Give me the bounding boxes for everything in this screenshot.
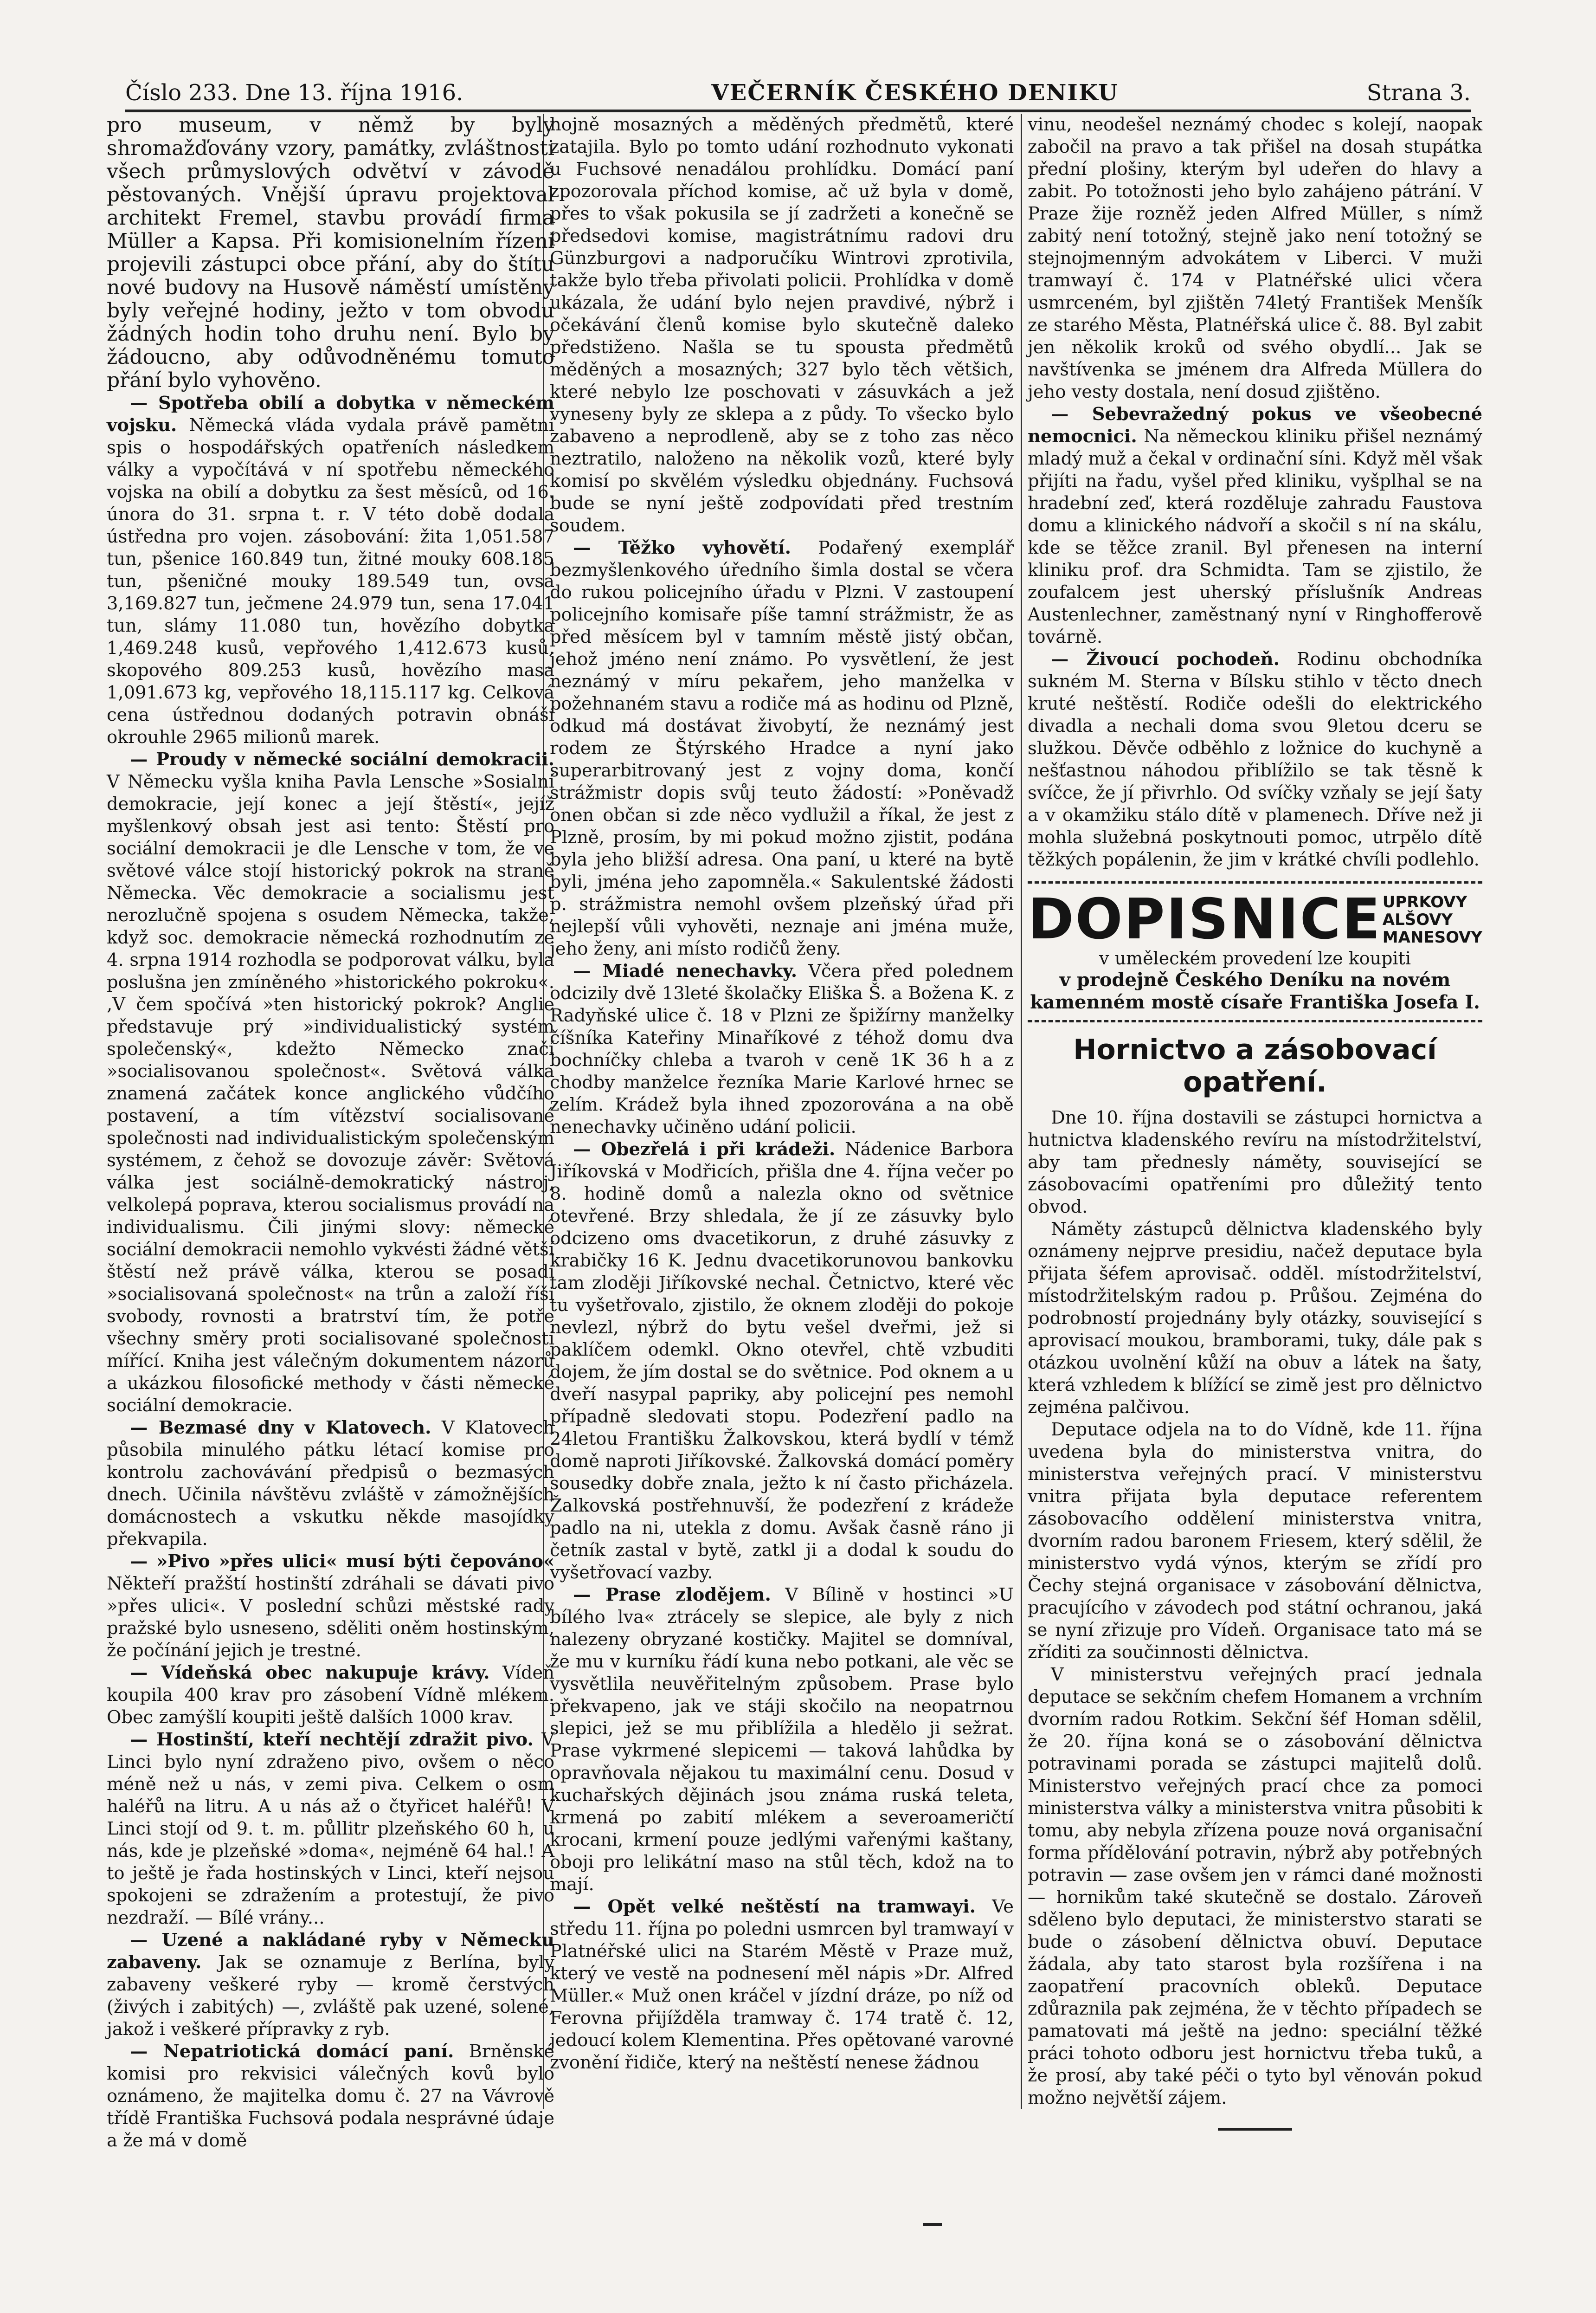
postcard-advertisement — [1028, 881, 1482, 1022]
news-headline: — Hostinští, kteří nechtějí zdražit pivo. — [130, 1729, 534, 1750]
news-text: V Linci bylo nyní zdraženo pivo, ovšem o něco méně než u nás, v zemi piva. Celkem o osm haléřů na litru. A u nás až o čtyřicet haléřů! V Linci stojí od 9. t. m. půllitr plzeňského 60 h, u nás, kde je plzeňské »doma«, nejméně 64 hal.! A to ještě je řada hostinských v Linci, kteří nejsou spokojeni se zdražením a protestují, že pivo nezdraží. — Bílé vrány... — [107, 1729, 554, 1928]
column-2 — [550, 114, 1014, 2119]
ad-artists — [1383, 893, 1482, 946]
news-item — [550, 1584, 1014, 1896]
news-text: Na německou kliniku přišel neznámý mladý muž a čekal v ordinační síni. Když měl však přijíti na řadu, vyšel před kliniku, vyšplhal se na hradební zeď, která rozděluje zahradu Faustova domu a klinického nádvoří a skočil s ní na skálu, kde se těžce zranil. Byl přenesen na interní kliniku prof. dra Schmidta. Tam se zjistilo, že zoufalcem jest uherský příslušník Andreas Austenlechner, zaměstnaný nyní v Ringhofferově továrně. — [1028, 426, 1482, 647]
news-text: Brněnské komisi pro rekvisici válečných kovů bylo oznámeno, že majitelka domu č. 27 na Vávrově třídě Františka Fuchsová podala nesprávné údaje a že má v domě — [107, 2041, 554, 2151]
article-paragraph: V ministerstvu veřejných prací jednala deputace se sekčním chefem Homanem a vrchním dvorním radou Rotkim. Sekční šéf Homan sdělil, že 20. října koná se o zásobování dělnictva potravinami porada se zástupci majitelů dolů. Ministerstvo veřejných prací chce za pomoci ministerstva války a ministerstva vnitra působiti k tomu, aby nebyla zřízena pouze nová organisační forma přídělování potravin, nýbrž aby potřebných potravin — zase ovšem jen v rámci dané možnosti — hornikům také skutečně se dostalo. Zároveň sděleno bylo deputaci, že ministerstvo starati se bude o zásobení dělnictva obuví. Deputace žádala, aby tato starost byla rozšířena i na zaopatření pracovních obleků. Deputace zdůraznila pak zejména, že v těchto případech se pamatovati má ještě na jedno: speciální těžké práci tohoto odboru jest hornictvu třeba tuků, a že prosí, aby také péči o tyto byl věnován pokud možno největší zájem. — [1028, 1664, 1482, 2108]
news-headline: — Opět velké neštěstí na tramwayi. — [573, 1896, 976, 1917]
news-text: Podařený exemplář bezmyšlenkového úředního šimla dostal se včera do rukou policejního úřadu v Plzni. V zastoupení policejního komisaře píše tamní strážmistr, že as před měsícem byl v tamním městě jistý občan, jehož jméno není známo. Po vysvětlení, že jest neznámý v míru pekařem, jeho manželka v požehnaném stavu a rodiče má as hodinu od Plzně, odkud má dostávat živobytí, že neznámý jest rodem ze Štýrského Hradce a nyní jako superarbitrovaný jest z vojny doma, končí strážmistr dopis svůj teuto žádostí: »Poněvadž onen občan si zde něco vydlužil a říkal, že jest z Plzně, prosím, by mi pokud možno zjistit, podána byla jeho bližší adresa. Ona paní, u které na bytě byli, jména jeho zapomněla.« Sakulentské žádosti p. strážmistra nemohl ovšem plzeňský úřad při nejlepší vůli vyhověti, neznaje ani jména muže, jeho ženy, ani místo rodičů ženy. — [550, 537, 1014, 959]
footer-mark — [923, 2223, 942, 2226]
ad-location: v prodejně Českého Deníku na novém kamenném mostě císaře Františka Josefa I. — [1030, 969, 1480, 1013]
news-headline: — Obezřelá i při krádeži. — [573, 1139, 836, 1160]
page-header — [125, 69, 1471, 112]
news-headline: — Prase zlodějem. — [573, 1584, 771, 1605]
article-continuation: hojně mosazných a měděných předmětů, které zatajila. Bylo po tomto udání rozhodnuto vykonati u Fuchsové nenadálou prohlídku. Domácí paní zpozorovala příchod komise, ač už byla v domě, přes to však pokusila se jí zadržeti a konečně se předsedovi komise, magistrátnímu radovi dru Günzburgovi a nadporučíku Wintrovi zprotivila, takže bylo třeba přivolati policii. Prohlídka v domě ukázala, že udání bylo nejen pravdivé, nýbrž i očekávání členů komise bylo skutečně daleko předstiženo. Našla se tu spousta předmětů měděných a mosazných; 327 bylo těch většich, které nebylo lze poschovati v zásuvkách a jež vyneseny byly ze sklepa a z půdy. To všecko bylo zabaveno a neprodleně, aby se z toho zas něco neztratilo, naloženo na několik vozů, které byly komisí po skvělém výsledku objednány. Fuchsová bude se nyní ještě zodpovídati před trestním soudem. — [550, 114, 1014, 536]
article-paragraph: Dne 10. října dostavili se zástupci hornictva a hutnictva kladenského revíru na místodržitelství, aby tam přednesly náměty, související se zásobovacími opatřeními pro důležitý tento obvod. — [1028, 1107, 1482, 1217]
news-text: Včera před polednem odcizily dvě 13leté školačky Eliška Š. a Božena K. z Radyňské ulice č. 18 v Plzni ze špižírny manželky číšníka Kateřiny Minaříkové z téhož domu dva bochníčky chleba a tvaroh v ceně 1K 36 h a z chodby manželce řezníka Marie Karlové hrnec se zelím. Krádež byla ihned zpozorována a na obě nenechavky učiněno udání policii. — [550, 961, 1014, 1137]
news-item — [107, 2041, 554, 2152]
ad-artist: UPRKOVY — [1382, 893, 1467, 911]
ad-text: v uměleckém provedení lze koupiti — [1099, 948, 1411, 969]
news-headline: — Živoucí pochodeň. — [1051, 649, 1280, 670]
news-item — [107, 1662, 554, 1729]
news-item — [1028, 648, 1482, 871]
news-headline: — Těžko vyhovětí. — [573, 537, 791, 558]
news-text: V Klatovech působila minulého pátku létací komise pro kontrolu zachovávání předpisů o bezmasých dnech. Učinila návštěvu zvláště v zámožnějších domácnostech a vskutku někde masojídky překvapila. — [107, 1417, 554, 1550]
masthead-title: VEČERNÍK ČESKÉHO DENIKU — [711, 80, 1119, 106]
news-text: Vídeň koupila 400 krav pro zásobení Vídně mlékem. Obec zamýšlí koupiti ještě dalších 1000 krav. — [107, 1662, 554, 1728]
ad-headline: DOPISNICE — [1028, 887, 1382, 952]
ad-artist: MANESOVY — [1382, 928, 1482, 947]
article-title: Hornictvo a zásobovací opatření. — [1073, 1034, 1437, 1098]
article-continuation: vinu, neodešel neznámý chodec s kolejí, naopak zabočil na pravo a tak přišel na dosah stupátka přední plošiny, kterým byl udeřen do hlavy a zabit. Po totožnosti jeho bylo zahájeno pátrání. V Praze žije rozněž jeden Alfred Müller, s nímž zabitý není totožný, stejně jako není totožný se stejnojmenným advokátem v Liberci. V muži tramwayí č. 174 v Platnéřské ulici včera usmrceném, byl zjištěn 74letý František Menšík ze starého Města, Platnéřská ulice č. 88. Byl zabit jen několik kroků od svého obydlí... Jak se navštívenka se jménem dra Alfreda Müllera do jeho vesty dostala, není dosud zjištěno. — [1028, 114, 1482, 402]
news-text: Nádenice Barbora Jiříkovská v Modřicích, přišla dne 4. října večer po 8. hodině domů a nalezla okno od světnice otevřené. Brzy shledala, že jí ze zásuvky bylo odcizeno oms dvacetikorun, z druhé zásuvky z krabičky 16 K. Jednu dvacetikorunovou bankovku tam zloději Jiříkovské nechal. Četnictvo, které věc tu vyšetřovalo, zjistilo, že oknem zloději do pokoje nevlezl, nýbrž do bytu vešel dveřmi, jež si paklíčem odemkl. Okno otevřel, chtě vzbuditi dojem, že jím dostal se do světnice. Pod oknem a u dveří nasypal papriky, aby policejní pes nemohl případně sledovati stopu. Podezření padlo na 24letou Františku Žalkovskou, která bydlí v témž domě naproti Jiříkovské. Žalkovská domácí poměry sousedky dobře znala, ježto k ní často přicházela. Žalkovská postřehnuvší, že podezření z krádeže padlo na ni, utekla z domu. Avšak časně ráno ji četník zastal v bytě, zatkl ji a dodal k soudu do vyšetřovací vazby. — [550, 1139, 1014, 1583]
news-headline: — Bezmasé dny v Klatovech. — [130, 1417, 431, 1438]
page-number: Strana 3. — [1366, 80, 1471, 106]
column-divider — [1021, 114, 1022, 2109]
news-item — [107, 1729, 554, 1929]
news-item — [107, 1929, 554, 2041]
news-item — [550, 1138, 1014, 1584]
news-item — [550, 960, 1014, 1138]
news-text: Někteří pražští hostinští zdráhali se dávati pivo »přes ulici«. V poslední schůzi městské rady pražské bylo usneseno, sděliti oněm hostinským, že počínání jejich je trestné. — [107, 1573, 554, 1661]
article-end-rule — [1218, 2128, 1292, 2131]
news-item — [107, 1417, 554, 1551]
column-1 — [107, 113, 554, 2151]
issue-date: Číslo 233. Dne 13. října 1916. — [125, 80, 463, 106]
news-text: V Bílině v hostinci »U bílého lva« ztrácely se slepice, ale byly z nich nalezeny obryzané kostičky. Majitel se domníval, že mu v kurníku řádí kuna nebo potkani, ale věc se vysvětlila neuvěřitelným způsobem. Prase bylo překvapeno, jak ve stáji skočilo na neopatrnou slepici, jež se mu přiblížila a hledělo ji sežrat. Prase vykrmené slepicemi — taková lahůdka by opravňovala nějakou tu maximální cenu. Dosud v kuchařských dějinách jsou známa ruská teleta, krmená po zabití mlékem a severoameričtí krocani, krmení pouze jedlými vařenými kaštany, oboji pro lelikátní maso na stůl těch, kdož na to mají. — [550, 1584, 1014, 1895]
news-headline: — Uzené a nakládané ryby v Německu zabaveny. — [107, 1930, 554, 1973]
news-item — [550, 1896, 1014, 2074]
article-continuation: pro museum, v němž by byly shromažďovány vzory, památky, zvláštnosti všech průmyslových odvětví v závodě pěstovaných. Vnější úpravu projektoval architekt Fremel, stavbu provádí firma Müller a Kapsa. Při komisionelním řízení projevili zástupci obce přání, aby do štítu nové budovy na Husově náměstí umístěny byly veřejné hodiny, ježto v tom obvodu žádných hodin toho druhu není. Bylo by žádoucno, aby odůvodněnému tomuto přání bylo vyhověno. — [107, 113, 554, 392]
news-headline: — »Pivo »přes ulici« musí býti čepováno« — [130, 1551, 554, 1572]
news-item — [107, 1551, 554, 1662]
news-item — [107, 392, 554, 749]
article-paragraph: Deputace odjela na to do Vídně, kde 11. října uvedena byla do ministerstva vnitra, do ministerstva veřejných prací. V ministerstvu vnitra přijata byla deputace referentem zásobovacího oddělení ministerstva vnitra, dvorním radou baronem Friesem, který sdělil, že ministerstvo vydá výnos, kterým se zřídí pro Čechy stejná organisace v zásobování dělnictva, pracujícího v závodech pod státní ochranou, jaká se nyní zřizuje pro Vídeň. Organisace tato má se zříditi za součinnosti dělnictva. — [1028, 1419, 1482, 1663]
news-text: Německá vláda vydala právě pamětní spis o hospodářských opatřeních následkem války a vypočítává v ní spotřebu německého vojska na obilí a dobytku za šest měsíců, od 16. února do 31. srpna t. r. V této době dodala ústředna pro vojen. zásobování: žita 1,051.587 tun, pšenice 160.849 tun, žitné mouky 608.185 tun, pšeničné mouky 189.549 tun, ovsa 3,169.827 tun, ječmene 24.979 tun, sena 17.041 tun, slámy 11.080 tun, hovězího dobytka 1,469.248 kusů, vepřového 1,412.673 kusů, skopového 809.253 kusů, hovězího masa 1,091.673 kg, vepřového 18,115.117 kg. Celková cena ústřednou dodaných potravin obnáší okrouhle 2965 milionů marek. — [107, 415, 554, 748]
column-3 — [1028, 114, 1482, 2119]
news-headline: — Vídeňská obec nakupuje krávy. — [130, 1662, 490, 1683]
news-item — [1028, 403, 1482, 648]
news-headline: — Sebevražedný pokus ve všeobecné nemocnici. — [1028, 404, 1482, 447]
news-headline: — Proudy v německé sociální demokracii. — [130, 749, 554, 770]
news-item — [550, 537, 1014, 960]
article-paragraph: Náměty zástupců dělnictva kladenského byly oznámeny nejprve presidiu, načež deputace byla přijata šéfem aprovisač. odděl. místodržitelství, místodržitelským radou p. Průšou. Zejména do podrobností projednány byly otázky, související s aprovisací moukou, bramborami, tuky, dále pak s otázkou uvolnění kůží na obuv a látek na šaty, která vzhledem k blížící se zimě jest pro dělnictvo zejména palčivou. — [1028, 1219, 1482, 1418]
news-text: V Německu vyšla kniha Pavla Lensche »Sosialní demokracie, její konec a její štěstí«, jejíž myšlenkový obsah jest asi tento: Štěstí pro sociální demokracii je dle Lensche v tom, že ve světové válce stojí historický pokrok na straně Německa. Věc demokracie a socialismu jest nerozlučně spojena s osudem Německa, takže, když soc. demokracie německá rozhodnutím ze 4. srpna 1914 rozhodla se podporovat válku, byla poslušna jen zmíněného »historického pokroku«. ,V čem spočívá »ten historický pokrok? Anglie představuje prý »individualistický systém společenský«, kdežto Německo značí »socialisovanou společnost«. Světová válka znamená začátek konce anglického vůdčího postavení, a tím vítězství socialisované společnosti nad individualistickým společenským systémem, z čehož se dovozuje závěr: Světová válka jest sociálně-demokratický nástroj, velkolepá poprava, kterou socialismus provádí na individualismu. Čili jinými slovy: německé sociální demokracii nemohlo vykvésti žádné větší štěstí než právě válka, kterou se posadí »socialisovaná společnost« na trůn a založí říši svobody, rovnosti a bratrství tím, že potře všechny směry proti socialisované společnosti mířící. Kniha jest válečným dokumentem názorů a ukázkou filosofické methody v části německé sociální demokracie. — [107, 771, 554, 1416]
news-text: Jak se oznamuje z Berlína, byly zabaveny veškeré ryby — kromě čerstvých (živých i zabitých) —, zvláště pak uzené, solené, jakož i veškeré přípravky z ryb. — [107, 1952, 554, 2040]
news-headline: — Nepatriotická domácí paní. — [130, 2041, 454, 2062]
news-item — [107, 749, 554, 1417]
news-headline: — Spotřeba obilí a dobytka v německém vojsku. — [107, 393, 554, 436]
news-text: Rodinu obchodníka sukném M. Sterna v Bílsku stihlo v těcto dnech kruté neštěstí. Rodiče odešli do elektrického divadla a nechali doma svou 9letou dceru se služkou. Děvče odběhlo z ložnice do kuchyně a nešťastnou náhodou přiblížilo se tak těsně k svíčce, že jí přivrhlo. Od svíčky vzňaly se její šaty a v okamžiku stálo dítě v plamenech. Dříve než ji mohla služebná poskytnouti pomoc, utrpělo dítě těžkých popálenin, že jim v krátké chvíli podlehlo. — [1028, 649, 1482, 870]
ad-artist: ALŠOVY — [1382, 911, 1453, 929]
news-text: Ve středu 11. října po poledni usmrcen byl tramwayí v Platnéřské ulici na Starém Městě v Praze muž, který ve vestě na podnesení měl nápis »Dr. Alfred Müller.« Muž onen kráčel v jízdní dráze, po níž od Ferovna přijížděla tramway č. 174 tratě č. 12, jedoucí kolem Klementina. Přes opětované varovné zvonění řidiče, který na neštěstí nenese žádnou — [550, 1896, 1014, 2073]
news-headline: — Miadé nenechavky. — [573, 961, 798, 982]
